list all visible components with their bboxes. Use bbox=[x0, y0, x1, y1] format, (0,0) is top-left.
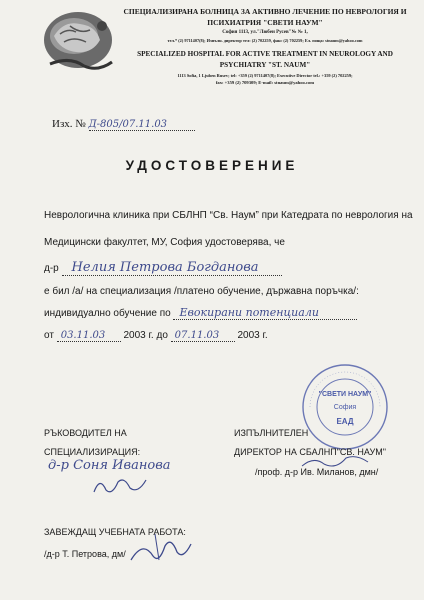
body-line-1: Неврологична клиника при СБЛНП “Св. Наум” при Катедрата по неврология на bbox=[44, 210, 413, 221]
hospital-name-bg-2: ПСИХИАТРИЯ "СВЕТИ НАУМ" bbox=[207, 18, 323, 27]
left-signature bbox=[90, 474, 150, 498]
left-head-1: РЪКОВОДИТЕЛ НА bbox=[44, 428, 127, 438]
reference-label: Изх. № bbox=[52, 118, 86, 130]
doctor-line bbox=[44, 260, 282, 276]
right-signer: /проф. д-р Ив. Миланов, дмн/ bbox=[255, 467, 379, 477]
stamp-top-text: "СВЕТИ НАУМ" bbox=[318, 391, 372, 398]
hospital-stamp bbox=[300, 362, 390, 452]
document-title: УДОСТОВЕРЕНИЕ bbox=[125, 158, 299, 173]
bottom-head: ЗАВЕЖДАЩ УЧЕБНАТА РАБОТА: bbox=[44, 527, 186, 537]
dates-line bbox=[44, 330, 268, 342]
body-line-2: Медицински факултет, МУ, София удостоверява, че bbox=[44, 237, 285, 248]
from-date: 03.11.03 bbox=[57, 330, 121, 342]
from-label: от bbox=[44, 330, 54, 341]
year-end-label: 2003 г. bbox=[237, 330, 268, 341]
year-to-label: 2003 г. до bbox=[123, 330, 168, 341]
doctor-name: Нелия Петрова Богданова bbox=[62, 260, 282, 276]
stamp-bottom-text: ЕАД bbox=[336, 417, 354, 426]
right-head-2-main: ДИРЕКТОР НА СБАЛНП bbox=[234, 447, 337, 457]
hospital-name-en-2: PSYCHIATRY "ST. NAUM" bbox=[219, 61, 311, 69]
doctor-prefix: д-р bbox=[44, 263, 59, 274]
left-signer: д-р Соня Иванова bbox=[48, 458, 171, 473]
hospital-address-bg: София 1113, ул."Любен Русев"№ № 1, bbox=[222, 30, 308, 35]
right-head-1: ИЗПЪЛНИТЕЛЕН bbox=[234, 428, 309, 438]
hospital-name-en-1: SPECIALIZED HOSPITAL FOR ACTIVE TREATMENT IN NEUROLOGY AND bbox=[137, 50, 393, 58]
right-head-2-tail: "СВ. НАУМ" bbox=[336, 447, 386, 457]
training-line bbox=[44, 306, 357, 320]
stamp-middle-text: София bbox=[333, 404, 357, 411]
body-line-3: е бил /а/ на специализация /платено обучение, държавна поръчка/: bbox=[44, 286, 359, 297]
hospital-fax-en: fax: +359 (2) 709309; E-mail: stnaum@yahoo.com bbox=[215, 80, 315, 85]
hospital-name-bg-1: СПЕЦИАЛИЗИРАНА БОЛНИЦА ЗА АКТИВНО ЛЕЧЕНИЕ ПО НЕВРОЛОГИЯ И bbox=[123, 7, 407, 16]
hospital-logo bbox=[40, 6, 120, 78]
reference-value: Д-805/07.11.03 bbox=[89, 119, 195, 131]
left-head-2: СПЕЦИАЛИЗИРАЦИЯ: bbox=[44, 447, 141, 457]
reference-number bbox=[52, 118, 195, 131]
bottom-signature bbox=[125, 530, 195, 566]
bottom-signer: /д-р Т. Петрова, дм/ bbox=[44, 549, 126, 559]
hospital-phones-bg: тел.* (2) 9711407(8); Изпълн. директор тел: (2) 702259, факс (2) 702259; Ел. поща: stnaum@yahoo.com bbox=[167, 38, 363, 43]
training-topic: Евокирани потенциали bbox=[173, 306, 357, 320]
training-label: индивидуално обучение по bbox=[44, 308, 171, 319]
to-date: 07.11.03 bbox=[171, 330, 235, 342]
hospital-contacts-en: 1113 Sofia, 1 Ljuben Rusev; tel: +359 (2) 9711407(8); Executive Director tel.: +359 (2) 702259; bbox=[177, 73, 353, 78]
